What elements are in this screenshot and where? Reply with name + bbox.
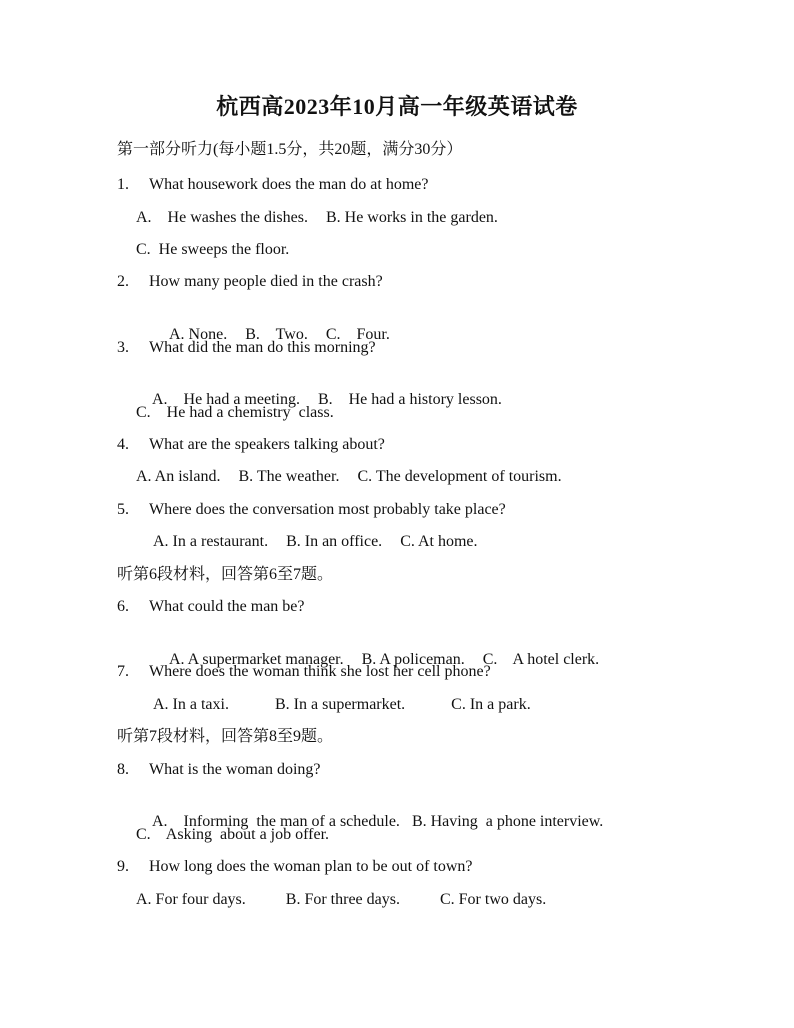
option-a: A. He had a meeting.: [152, 391, 300, 408]
question-1: [117, 175, 428, 195]
question-number: 8.: [117, 761, 129, 778]
option-a: A. None.: [169, 326, 228, 343]
question-text: What did the man do this morning?: [149, 339, 376, 356]
option-a: A. In a taxi.: [153, 696, 229, 713]
question-text: How many people died in the crash?: [149, 273, 383, 290]
question-number: 3.: [117, 339, 129, 356]
question-number: 1.: [117, 176, 129, 193]
option-a: A. In a restaurant.: [153, 533, 269, 550]
question-number: 2.: [117, 273, 129, 290]
question-2: [117, 272, 383, 292]
question-5-options: [153, 532, 496, 552]
question-4-options: [136, 467, 580, 487]
question-1-options: [136, 208, 516, 228]
option-c: C. He had a chemistry class.: [136, 404, 334, 421]
option-c: C. He sweeps the floor.: [136, 241, 290, 258]
option-b: B. He works in the garden.: [325, 209, 498, 226]
question-text: Where does the woman think she lost her cell phone?: [149, 663, 491, 680]
option-c: C. At home.: [400, 533, 478, 550]
option-c: C. In a park.: [451, 696, 531, 713]
option-c: C. The development of tourism.: [357, 468, 562, 485]
question-number: 7.: [117, 663, 129, 680]
page-title: 杭西高2023年10月高一年级英语试卷: [216, 94, 578, 119]
question-text: What is the woman doing?: [149, 761, 321, 778]
question-text: Where does the conversation most probably take place?: [149, 501, 506, 518]
question-number: 5.: [117, 501, 129, 518]
option-b: B. For three days.: [285, 891, 400, 908]
material-7-instruction: 听第7段材料，回答第8至9题。: [117, 728, 334, 745]
question-9: [117, 857, 473, 877]
option-b: B. He had a history lesson.: [317, 391, 502, 408]
question-number: 6.: [117, 598, 129, 615]
question-9-options: [136, 890, 564, 910]
option-b: B. Having a phone interview.: [411, 813, 604, 830]
question-3: [117, 338, 376, 358]
option-b: B. The weather.: [238, 468, 340, 485]
question-number: 4.: [117, 436, 129, 453]
option-c: C. A hotel clerk.: [482, 651, 600, 668]
question-4: [117, 435, 385, 455]
option-a: A. For four days.: [136, 891, 246, 908]
question-number: 9.: [117, 858, 129, 875]
question-6: [117, 597, 305, 617]
question-8: [117, 760, 321, 780]
question-7: [117, 662, 491, 682]
option-a: A. An island.: [136, 468, 221, 485]
material-6-instruction: 听第6段材料，回答第6至7题。: [117, 566, 334, 583]
option-b: B. In a supermarket.: [274, 696, 406, 713]
option-b: B. Two.: [245, 326, 308, 343]
section-heading: 第一部分听力(每小题1.5分，共20题，满分30分）: [117, 141, 463, 158]
question-5: [117, 500, 506, 520]
option-a: A. A supermarket manager.: [169, 651, 344, 668]
option-a: A. Informing the man of a schedule.: [152, 813, 400, 830]
question-text: How long does the woman plan to be out of town?: [149, 858, 473, 875]
option-c: C. Asking about a job offer.: [136, 826, 330, 843]
question-text: What could the man be?: [149, 598, 305, 615]
option-b: B. A policeman.: [361, 651, 465, 668]
question-7-options: [153, 695, 549, 715]
question-text: What housework does the man do at home?: [149, 176, 429, 193]
question-text: What are the speakers talking about?: [149, 436, 385, 453]
option-b: B. In an office.: [286, 533, 383, 550]
option-c: C. Four.: [325, 326, 390, 343]
option-a: A. He washes the dishes.: [136, 209, 308, 226]
option-c: C. For two days.: [439, 891, 547, 908]
